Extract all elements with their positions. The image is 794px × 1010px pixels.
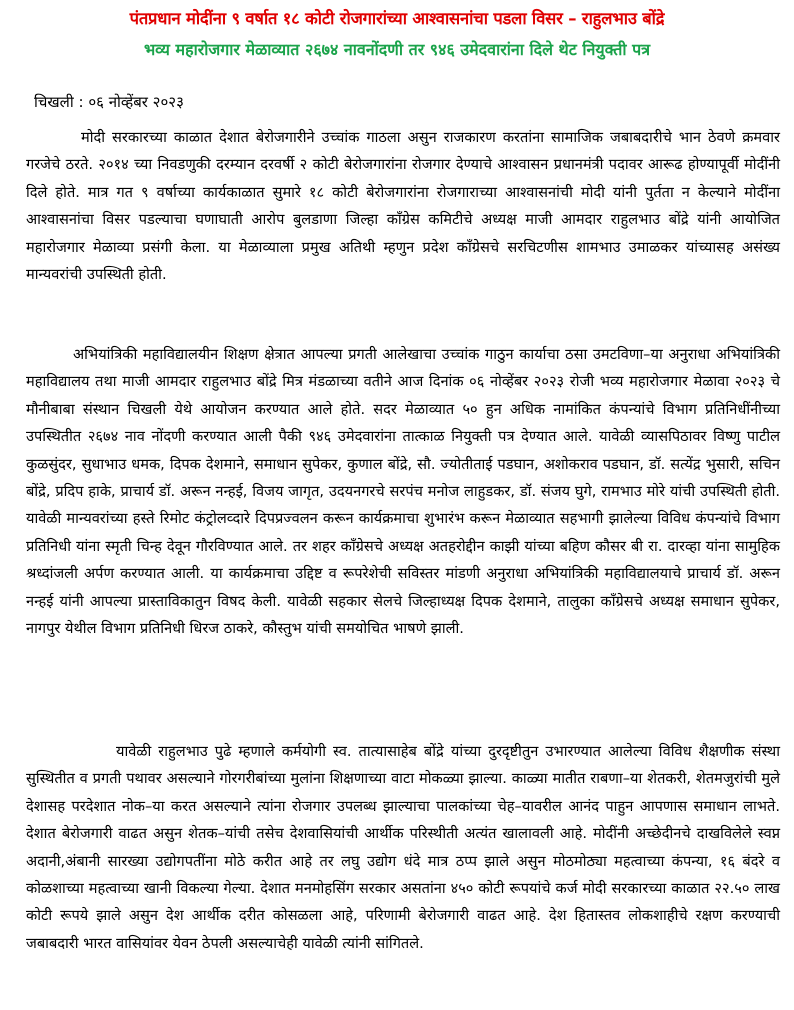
body-paragraph-1: मोदी सरकारच्या काळात देशात बेरोजगारीने उच्चांक गाठला असुन राजकारण करतांना सामाजिक जबाबदारीचे भान ठेवणे क्रमवार गरजेचे ठरते. २०१४ च्या निवडणुकी दरम्यान दरवर्षी २ कोटी बेरोजगारांना रोजगार देण्याचे आश्वासन प्रधानमंत्री पदावर आरूढ होण्यापूर्वी मोदींनी दिले होते. मात्र गत ९ वर्षाच्या कार्यकाळात सुमारे १८ कोटी बेरोजगारांना रोजगाराच्या आश्वासनांची मोदी यांनी पुर्तता न केल्याने मोदींना आश्वासनांचा विसर पडल्याचा घणाघाती आरोप बुलडाणा जिल्हा कॉंग्रेस कमिटीचे अध्यक्ष माजी आमदार राहुलभाउ बोंद्रे यांनी आयोजित महारोजगार मेळाव्या प्रसंगी केला. या मेळाव्याला प्रमुख अतिथी म्हणुन प्रदेश कॉंग्रेसचे सरचिटणीस शामभाउ उमाळकर यांच्यासह असंख्य मान्यवरांची उपस्थिती होती. [26,129,780,284]
body-paragraph-3: यावेळी राहुलभाउ पुढे म्हणाले कर्मयोगी स्व. तात्यासाहेब बोंद्रे यांच्या दुरदृष्टीतुन उभारण्यात आलेल्या विविध शैक्षणीक संस्था सुस्थितीत व प्रगती पथावर असल्याने गोरगरीबांच्या मुलांना शिक्षणाच्या वाटा मोकळ्या झाल्या. काळ्या मातीत राबणा–या शेतकरी, शेतमजुरांची मुले देशासह परदेशात नोक–या करत असल्याने त्यांना रोजगार उपलब्ध झाल्याचा पालकांच्या चेह–यावरील आनंद पाहुन आपणास समाधान लाभते. देशात बेरोजगारी वाढत असुन शेतक–यांची तसेच देशवासियांची आर्थीक परिस्थीती अत्यंत खालावली आहे. मोदींनी अच्छेदीनचे दाखविलेले स्वप्न अदानी,अंबानी सारख्या उद्योगपतींना मोठे करीत आहे तर लघु उद्योग धंदे मात्र ठप्प झाले असुन मोठमोठ्या महत्वाच्या कंपन्या, १६ बंदरे व कोळशाच्या महत्वाच्या खानी विकल्या गेल्या. देशात मनमोहसिंग सरकार असतांना ४५० कोटी रूपयांचे कर्ज मोदी सरकारच्या काळात २२.५० लाख कोटी रूपये झाले असुन देश आर्थीक दरीत कोसळला आहे, परिणामी बेरोजगारी वाढत आहे. देश हितास्तव लोकशाहीचे रक्षण करण्याची जबाबदारी भारत वासियांवर येवन ठेपली असल्याचेही यावेळी त्यांनी सांगितले. [26,743,780,952]
subheadline: भव्य महारोजगार मेळाव्यात २६७४ नावनोंदणी तर ९४६ उमेदवारांना दिले थेट नियुक्ती पत्र [143,40,651,59]
dateline: चिखली : ०६ नोव्हेंबर २०२३ [34,93,184,111]
body-paragraph-2: अभियांत्रिकी महाविद्यालयीन शिक्षण क्षेत्रात आपल्या प्रगती आलेखाचा उच्चांक गाठुन कार्याचा ठसा उमटविणा–या अनुराधा अभियांत्रिकी महाविद्यालय तथा माजी आमदार राहुलभाउ बोंद्रे मित्र मंडळाच्या वतीने आज दिनांक ०६ नोव्हेंबर २०२३ रोजी भव्य महारोजगार मेळावा २०२३ चे मौनीबाबा संस्थान चिखली येथे आयोजन करण्यात आले होते. सदर मेळाव्यात ५० हुन अधिक नामांकित कंपन्यांचे विभाग प्रतिनिधींनीच्या उपस्थितीत २६७४ नाव नोंदणी करण्यात आली पैकी ९४६ उमेदवारांना तात्काळ नियुक्ती पत्र देण्यात आले. यावेळी व्यासपिठावर विष्णु पाटील कुळसुंदर, सुधाभाउ धमक, दिपक देशमाने, समाधान सुपेकर, कुणाल बोंद्रे, सौ. ज्योतीताई पडघान, अशोकराव पडघान, डॉ. सत्येंद्र भुसारी, सचिन बोंद्रे, प्रदिप हाके, प्राचार्य डॉ. अरून नन्हई, विजय जागृत, उदयनगरचे सरपंच मनोज लाहुडकर, डॉ. संजय घुगे, रामभाउ मोरे यांची उपस्थिती होती. यावेळी मान्यवरांच्या हस्ते रिमोट कंट्रोलव्दारे दिपप्रज्वलन करून कार्यक्रमाचा शुभारंभ करून मेळाव्यात सहभागी झालेल्या विविध कंपन्यांचे विभाग प्रतिनिधी यांना स्मृती चिन्ह देवून गौरविण्यात आले. तर शहर कॉंग्रेसचे अध्यक्ष अतहरोद्दीन काझी यांच्या बहिण कौसर बी रा. दारव्हा यांना सामुहिक श्रध्दांजली अर्पण करण्यात आली. या कार्यक्रमाचा उद्दिष्ट व रूपरेशेची सविस्तर मांडणी अनुराधा अभियांत्रिकी महाविद्यालयाचे प्राचार्य डॉ. अरून नन्हई यांनी आपल्या प्रास्ताविकातुन विषद केली. यावेळी सहकार सेलचे जिल्हाध्यक्ष दिपक देशमाने, तालुका कॉंग्रेसचे अध्यक्ष समाधान सुपेकर, नागपुर येथील विभाग प्रतिनिधी धिरज ठाकरे, कौस्तुभ यांची समयोचित भाषणे झाली. [26,346,780,638]
headline: पंतप्रधान मोदींना ९ वर्षात १८ कोटी रोजगारांच्या आश्वासनांचा पडला विसर – राहुलभाउ बोंद्रे [129,9,665,28]
